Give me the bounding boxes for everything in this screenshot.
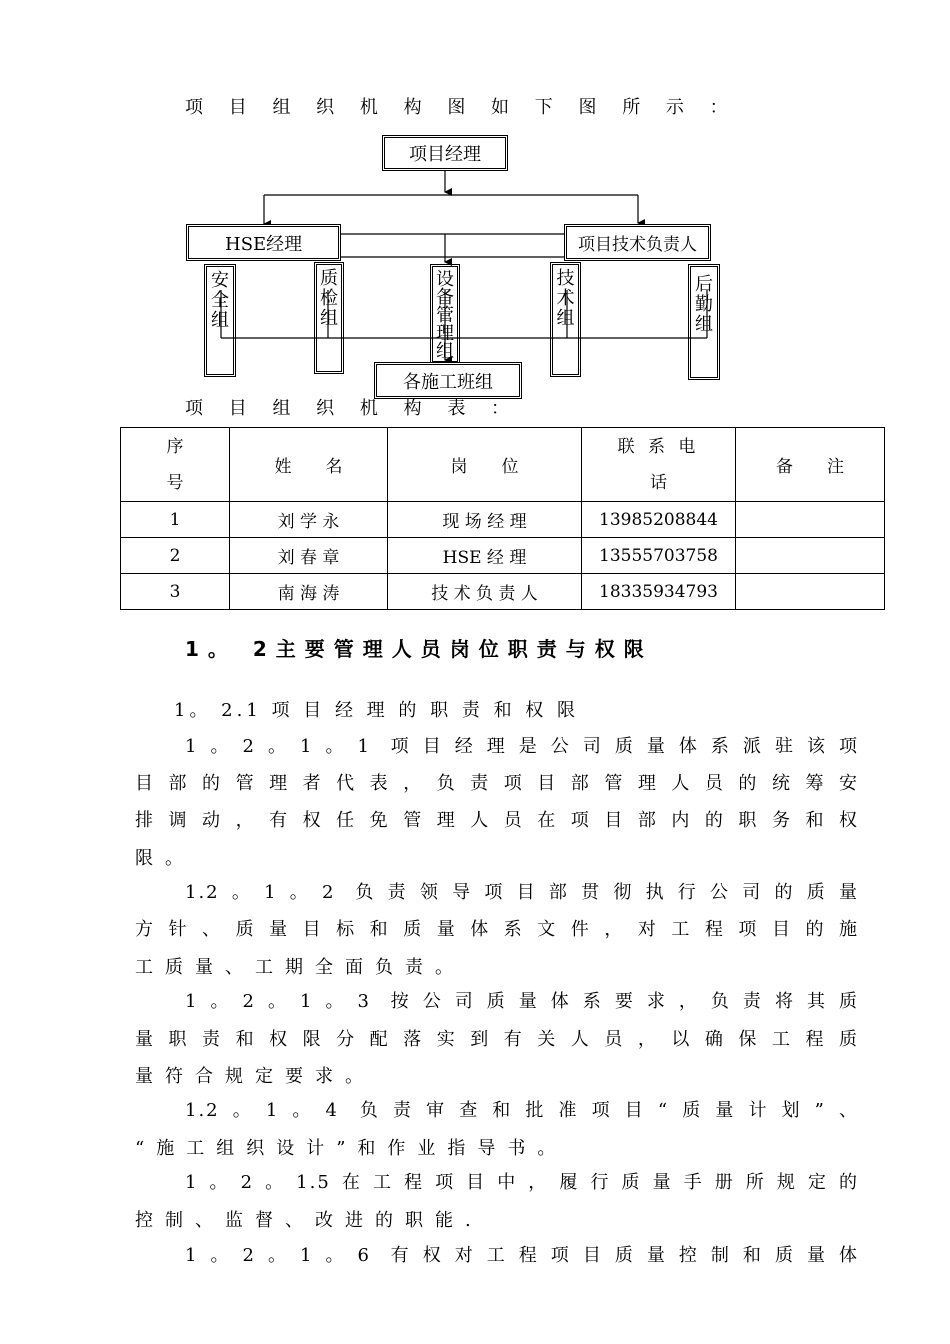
paragraph-line: 排调动，有权任免管理人员在项目部内的职务和权 xyxy=(135,810,859,831)
paragraph-line: 限。 xyxy=(135,848,195,869)
cell-name: 刘 学 永 xyxy=(230,502,388,538)
org-box-construction-teams: 各施工班组 xyxy=(374,362,522,399)
org-box-project-manager: 项目经理 xyxy=(382,135,508,171)
org-table xyxy=(120,427,885,610)
header-note: 备 注 xyxy=(736,428,885,502)
org-box-tech-lead: 项目技术负责人 xyxy=(564,224,711,261)
header-phone-line2: 话 xyxy=(650,472,667,493)
table-row xyxy=(121,574,885,610)
table-header-row xyxy=(121,428,885,502)
paragraph-line: 1。2。1。3 按公司质量体系要求，负责将其质 xyxy=(185,991,859,1012)
paragraph-line: 1。2。1.5在工程项目中，履行质量手册所规定的 xyxy=(185,1172,859,1193)
cell-post: HSE 经 理 xyxy=(388,538,582,574)
header-seq-line1: 序 xyxy=(166,436,184,457)
cell-phone: 13555703758 xyxy=(582,538,736,574)
org-box-tech-group-label: 技术组 xyxy=(556,268,575,329)
org-chart-connectors xyxy=(0,0,950,420)
org-box-quality-group-label: 质检组 xyxy=(320,268,338,329)
header-seq xyxy=(121,428,230,502)
cell-seq: 1 xyxy=(121,502,230,538)
org-box-tech-group xyxy=(550,262,581,377)
paragraph-line: 1。2。1。1 项目经理是公司质量体系派驻该项 xyxy=(185,736,859,757)
paragraph-line: 目部的管理者代表，负责项目部管理人员的统筹安 xyxy=(135,773,859,794)
paragraph-line: 1.2。1。4 负责审查和批准项目“质量计划”、 xyxy=(185,1100,859,1121)
org-box-logistics-group-label: 后勤组 xyxy=(695,274,713,335)
cell-name: 南 海 涛 xyxy=(230,574,388,610)
cell-note xyxy=(736,574,885,610)
org-box-hse-manager: HSE经理 xyxy=(186,224,341,261)
table-intro-text: 项 目 组 织 机 构 表 ： xyxy=(185,398,520,419)
header-seq-line2: 号 xyxy=(166,472,184,493)
cell-post: 现 场 经 理 xyxy=(388,502,582,538)
paragraph-line: “施工组织设计”和作业指导书。 xyxy=(135,1138,568,1159)
cell-phone: 13985208844 xyxy=(582,502,736,538)
cell-note xyxy=(736,538,885,574)
cell-name: 刘 春 章 xyxy=(230,538,388,574)
paragraph-line: 量职责和权限分配落实到有关人员，以确保工程质 xyxy=(135,1029,859,1050)
paragraph-line: 工质量、工期全面负责。 xyxy=(135,957,465,978)
header-phone xyxy=(582,428,736,502)
paragraph-line: 方针、质量目标和质量体系文件，对工程项目的施 xyxy=(135,919,859,940)
section-title: 1。 2主要管理人员岗位职责与权限 xyxy=(185,637,653,661)
cell-seq: 2 xyxy=(121,538,230,574)
header-phone-line1: 联 系 电 xyxy=(617,436,700,457)
paragraph-line: 控制、监督、改进的职能. xyxy=(135,1210,483,1231)
table-row xyxy=(121,502,885,538)
org-box-quality-group xyxy=(314,262,344,374)
cell-seq: 3 xyxy=(121,574,230,610)
table-row xyxy=(121,538,885,574)
cell-post: 技 术 负 责 人 xyxy=(388,574,582,610)
paragraph-line: 量符合规定要求。 xyxy=(135,1066,375,1087)
org-box-equipment-group-label: 设备管理组 xyxy=(436,269,454,362)
cell-note xyxy=(736,502,885,538)
chart-intro-text: 项 目 组 织 机 构 图 如 下 图 所 示 ： xyxy=(185,97,738,118)
header-post: 岗 位 xyxy=(388,428,582,502)
cell-phone: 18335934793 xyxy=(582,574,736,610)
header-name: 姓 名 xyxy=(230,428,388,502)
org-box-safety-group-label: 安全组 xyxy=(211,270,229,331)
subsection-title: 1。 2.1 项 目 经 理 的 职 责 和 权 限 xyxy=(174,700,580,721)
org-box-safety-group xyxy=(204,264,236,377)
org-box-logistics-group xyxy=(688,264,720,380)
org-box-equipment-group xyxy=(430,264,460,364)
paragraph-line: 1.2。1。2 负责领导项目部贯彻执行公司的质量 xyxy=(185,882,859,903)
paragraph-line: 1。2。1。6 有权对工程项目质量控制和质量体 xyxy=(185,1245,859,1266)
